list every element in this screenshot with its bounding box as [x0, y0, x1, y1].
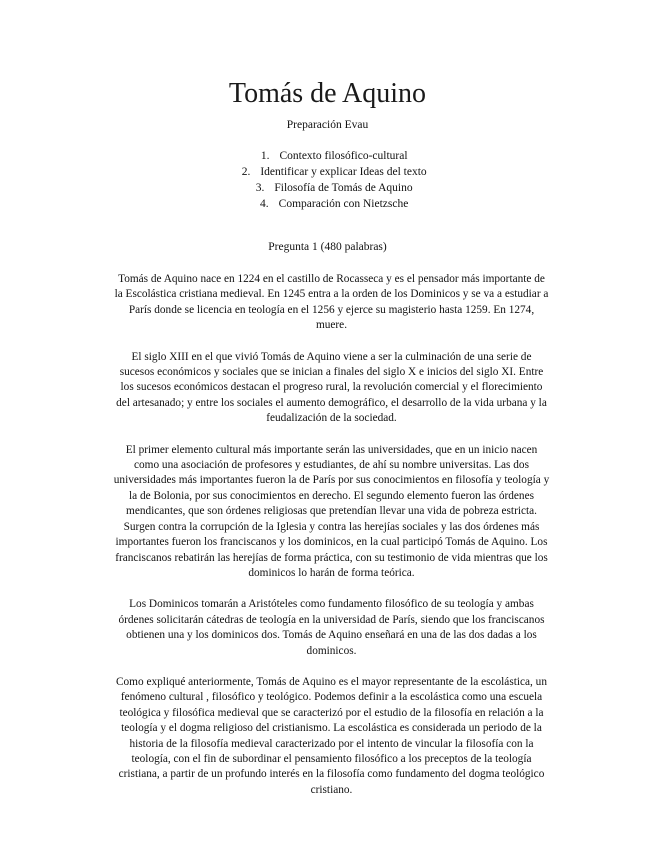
- toc-item-label: Comparación con Nietzsche: [278, 198, 409, 210]
- toc-item-number: 3.: [255, 182, 265, 194]
- document-title: Tomás de Aquino: [228, 78, 427, 109]
- paragraph: Los Dominicos tomarán a Aristóteles como fundamento filosófico de su teología y ambas órdenes solicitarán cátedras de teología en la universidad de París, siendo que los franciscanos obtienen una y los dominicos dos. Tomás de Aquino enseñará en una de las dos dadas a los dominicos.: [118, 598, 545, 657]
- table-of-contents: [0, 148, 655, 212]
- paragraph: El siglo XIII en el que vivió Tomás de Aquino viene a ser la culminación de una serie de sucesos económicos y sociales que se inician a finales del siglo X e inicios del siglo XI. Entre los sucesos económicos destacan el progreso rural, la revolución comercial y el florecimiento del artesanado; y entre los sociales el aumento demográfico, el desarrollo de la vida urbana y la feudalización de la sociedad.: [116, 350, 547, 425]
- toc-item-number: 1.: [260, 150, 270, 162]
- question-heading: Pregunta 1 (480 palabras): [268, 241, 387, 253]
- paragraph: Como expliqué anteriormente, Tomás de Aquino es el mayor representante de la escolástica, un fenómeno cultural , filosófico y teológico. Podemos definir a la escolástica como una escuela teológica y filosófica medieval que se caracterizó por el estudio de la filosofía en relación a la teología y el dogma religioso del cristianismo. La escolástica es considerada un periodo de la historia de la filosofía medieval caracterizado por el intento de vincular la filosofía con la teología, con el fin de subordinar el pensamiento filosófico a los preceptos de la teología cristiana, a partir de un profundo interés en la filosofía como fundamento del dogma teológico cristiano.: [116, 675, 547, 796]
- toc-item: [0, 148, 655, 164]
- document-subtitle: Preparación Evau: [286, 119, 369, 131]
- toc-item-number: 2.: [241, 166, 251, 178]
- toc-item-label: Contexto filosófico-cultural: [279, 150, 408, 162]
- toc-item-label: Filosofía de Tomás de Aquino: [274, 182, 413, 194]
- document-body: [113, 272, 550, 814]
- toc-item: [0, 164, 655, 180]
- paragraph: El primer elemento cultural más importante serán las universidades, que en un inicio nacen como una asociación de profesores y estudiantes, de ahí su nombre universitas. Las dos universidades más importantes fueron la de París por sus conocimientos en filosofía y teología y la de Bolonia, por sus conocimientos en derecho. El segundo elemento fueron las órdenes mendicantes, que son órdenes religiosas que pretendían llevar una vida de pobreza estricta. Surgen contra la corrupción de la Iglesia y contra las herejías sociales y las dos órdenes más importantes fueron los franciscanos y los dominicos, en la cual participó Tomás de Aquino. Los franciscanos rebatirán las herejías de forma práctica, con su testimonio de vida mientras que los dominicos lo harán de forma teórica.: [113, 443, 550, 579]
- toc-item-number: 4.: [260, 198, 269, 210]
- paragraph: Tomás de Aquino nace en 1224 en el castillo de Rocasseca y es el pensador más importante de la Escolástica cristiana medieval. En 1245 entra a la orden de los Dominicos y se va a estudiar a París donde se licencia en teología en el 1256 y ejerce su magisterio hasta 1259. En 1274, muere.: [114, 273, 549, 332]
- toc-item: [0, 196, 655, 212]
- toc-item: [0, 180, 655, 196]
- toc-item-label: Identificar y explicar Ideas del texto: [260, 166, 427, 178]
